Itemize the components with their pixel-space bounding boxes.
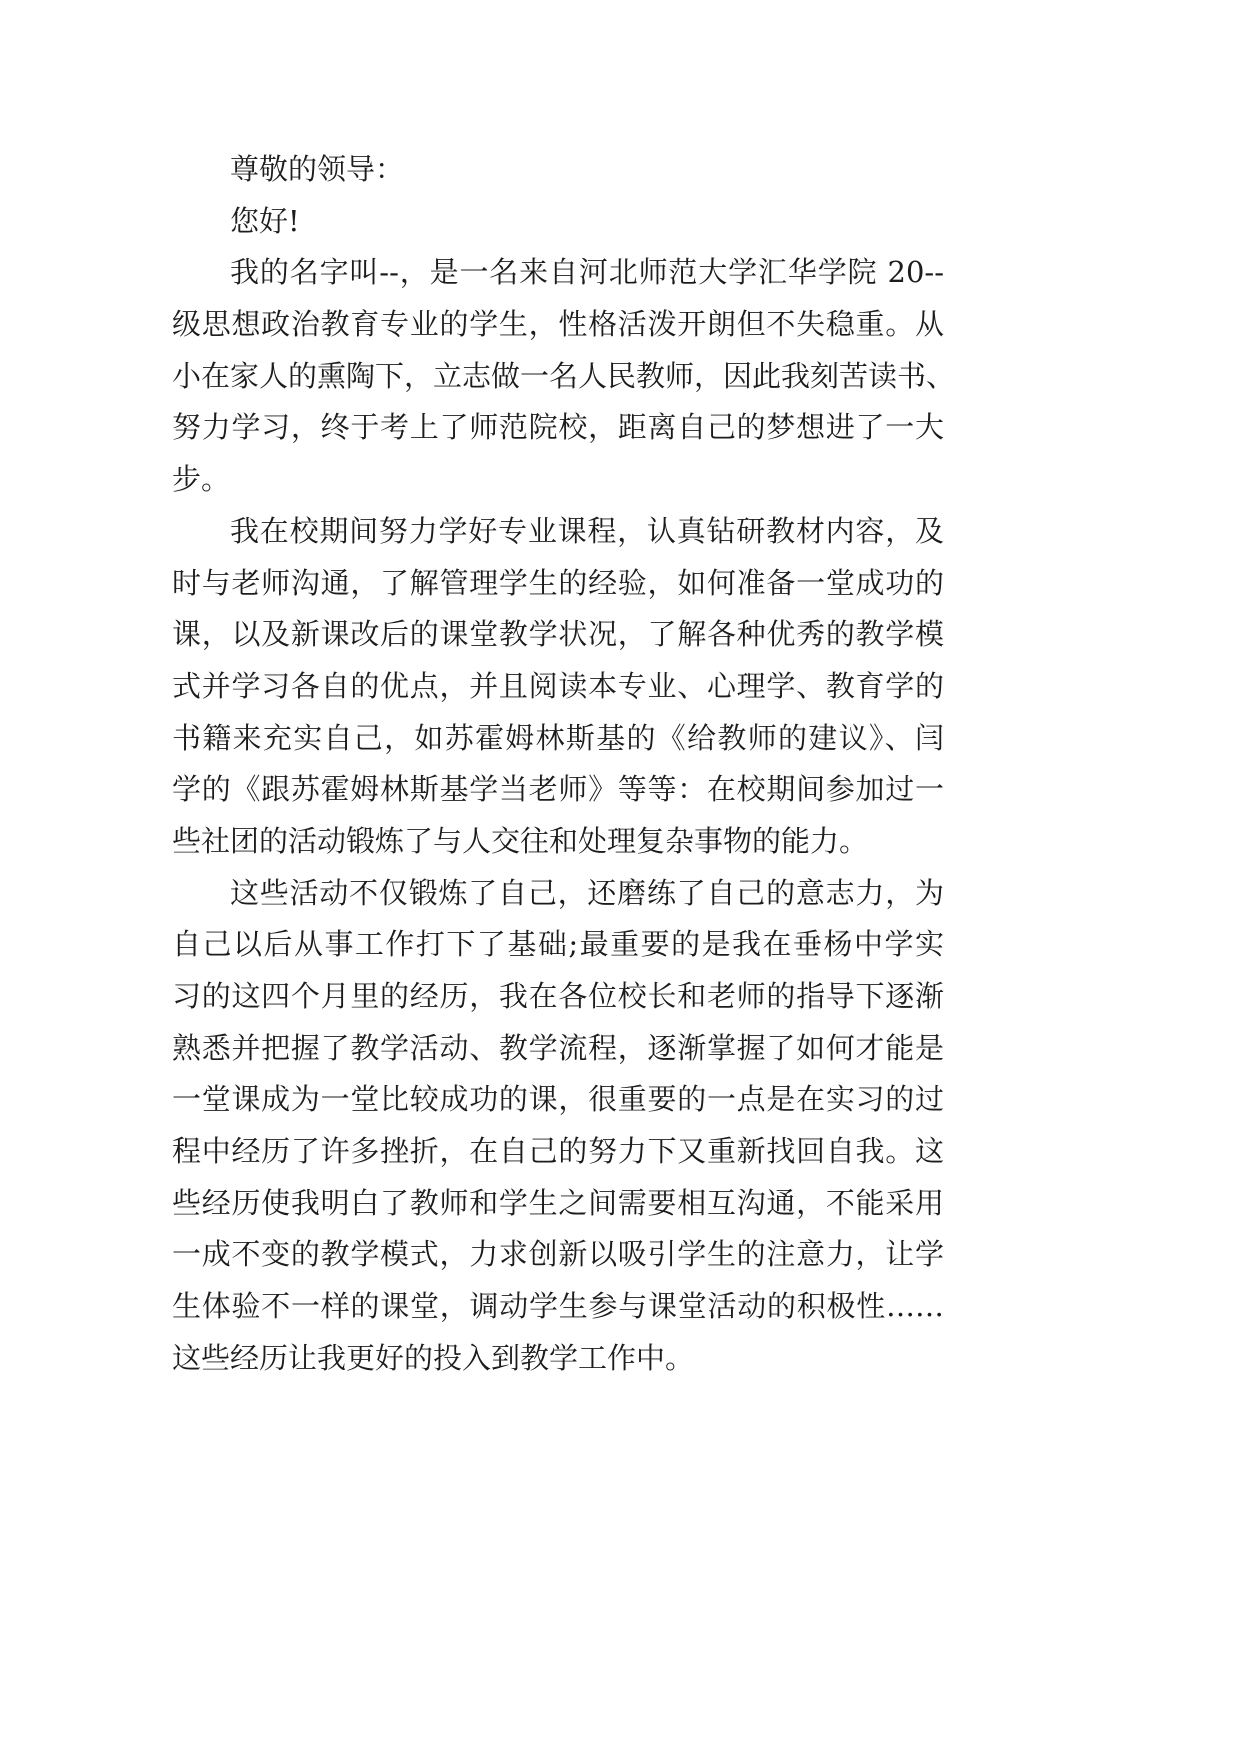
- text-line: 书籍来充实自己，如苏霍姆林斯基的《给教师的建议》、闫: [172, 720, 944, 755]
- text-line: 努力学习，终于考上了师范院校，距离自己的梦想进了一大: [172, 410, 944, 445]
- text-line: 生体验不一样的课堂，调动学生参与课堂活动的积极性……: [172, 1289, 944, 1324]
- text-line: 我在校期间努力学好专业课程，认真钻研教材内容，及: [230, 513, 944, 548]
- text-line: 自己以后从事工作打下了基础;最重要的是我在垂杨中学实: [172, 927, 944, 962]
- text-line: 我的名字叫--，是一名来自河北师范大学汇华学院 20--: [230, 255, 944, 290]
- text-line: 熟悉并把握了教学活动、教学流程，逐渐掌握了如何才能是: [172, 1030, 944, 1065]
- text-line: 习的这四个月里的经历，我在各位校长和老师的指导下逐渐: [172, 979, 944, 1013]
- text-line: 些社团的活动锻炼了与人交往和处理复杂事物的能力。: [172, 823, 869, 858]
- text-line: 式并学习各自的优点，并且阅读本专业、心理学、教育学的: [172, 668, 944, 703]
- text-line: 些经历使我明白了教师和学生之间需要相互沟通，不能采用: [172, 1185, 944, 1220]
- text-line: 级思想政治教育专业的学生，性格活泼开朗但不失稳重。从: [172, 307, 944, 342]
- text-line: 程中经历了许多挫折，在自己的努力下又重新找回自我。这: [172, 1134, 944, 1169]
- paragraph-2: [172, 506, 944, 868]
- text-line: 小在家人的熏陶下，立志做一名人民教师，因此我刻苦读书、: [172, 358, 956, 393]
- text-line: 一成不变的教学模式，力求创新以吸引学生的注意力，让学: [172, 1237, 944, 1272]
- salutation: 尊敬的领导：: [230, 152, 405, 186]
- text-line: 一堂课成为一堂比较成功的课，很重要的一点是在实习的过: [172, 1082, 944, 1117]
- paragraph-3: [172, 868, 944, 1385]
- text-line: 时与老师沟通，了解管理学生的经验，如何准备一堂成功的: [172, 565, 944, 600]
- greeting-line: 您好!: [230, 203, 300, 238]
- text-line: 这些活动不仅锻炼了自己，还磨练了自己的意志力，为: [230, 875, 944, 910]
- paragraph-1: [172, 247, 956, 505]
- text-line: 课，以及新课改后的课堂教学状况，了解各种优秀的教学模: [172, 617, 944, 652]
- letter-body: [172, 144, 956, 1385]
- text-line: 这些经历让我更好的投入到教学工作中。: [172, 1340, 695, 1375]
- text-line: 步。: [172, 462, 231, 497]
- text-line: 学的《跟苏霍姆林斯基学当老师》等等：在校期间参加过一: [172, 772, 944, 807]
